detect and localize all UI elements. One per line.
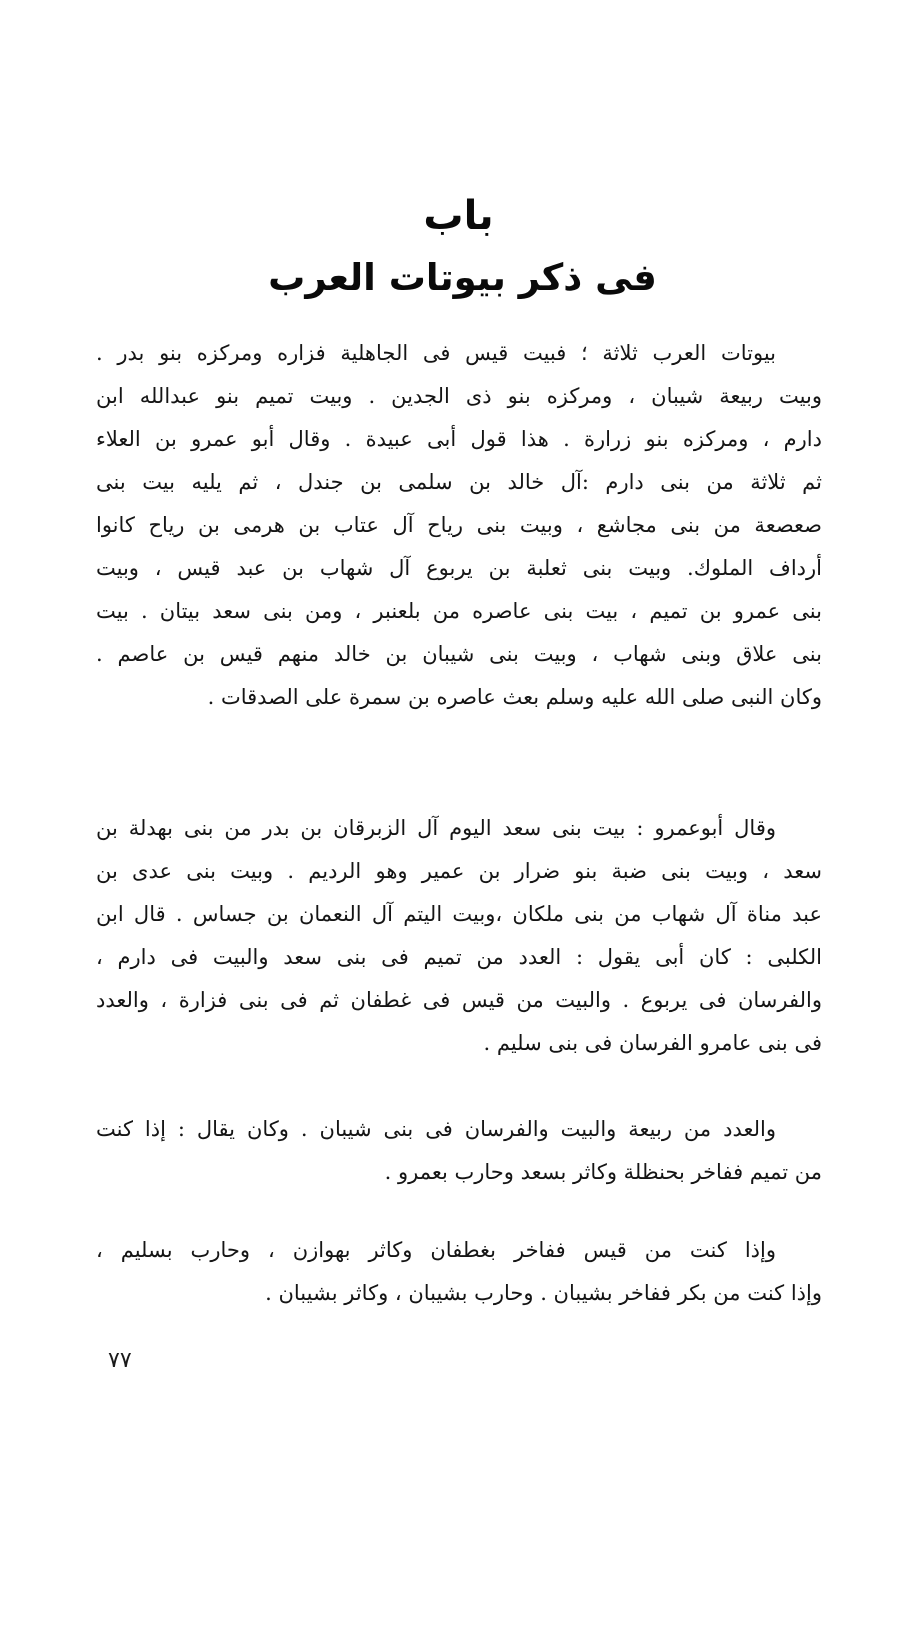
- text-line: عبد مناة آل شهاب من بنى ملكان ،وبيت اليتم آل النعمان بن جساس . قال ابن: [96, 902, 822, 926]
- text-line: والفرسان فى يربوع . والبيت من قيس فى غطفان ثم فى بنى فزارة ، والعدد: [96, 988, 822, 1012]
- text-line: بيوتات العرب ثلاثة ؛ فبيت قيس فى الجاهلية فزاره ومركزه بنو بدر .: [96, 341, 776, 365]
- text-line: فى بنى عامرو الفرسان فى بنى سليم .: [483, 1031, 822, 1055]
- chapter-subheading: فى ذكر بيوتات العرب: [268, 256, 657, 299]
- text-line: صعصعة من بنى مجاشع ، وبيت بنى رياح آل عتاب بن هرمى بن رياح كانوا: [96, 513, 822, 537]
- text-line: وإذا كنت من قيس ففاخر بغطفان وكاثر بهوازن ، وحارب بسليم ،: [96, 1238, 776, 1262]
- paragraph-4: [96, 1229, 822, 1315]
- text-line: وكان النبى صلى الله عليه وسلم بعث عاصره بن سمرة على الصدقات .: [207, 685, 822, 709]
- text-line: دارم ، ومركزه بنو زرارة . هذا قول أبى عبيدة . وقال أبو عمرو بن العلاء: [96, 427, 822, 451]
- text-line: وإذا كنت من بكر ففاخر بشيبان . وحارب بشيبان ، وكاثر بشيبان .: [265, 1281, 822, 1305]
- paragraph-2: [96, 807, 822, 1065]
- text-line: وقال أبوعمرو : بيت بنى سعد اليوم آل الزبرقان بن بدر من بنى بهدلة بن: [96, 816, 776, 840]
- text-line: سعد ، وبيت بنى ضبة بنو ضرار بن عمير وهو الرديم . وبيت بنى عدى بن: [96, 859, 822, 883]
- page-number: ٧٧: [108, 1348, 132, 1373]
- paragraph-3: [96, 1108, 822, 1194]
- text-line: أرداف الملوك. وبيت بنى ثعلبة بن يربوع آل شهاب بن عبد قيس ، وبيت: [96, 556, 822, 580]
- text-line: ثم ثلاثة من بنى دارم :آل خالد بن سلمى بن جندل ، ثم يليه بيت بنى: [96, 470, 822, 494]
- text-line: وبيت ربيعة شيبان ، ومركزه بنو ذى الجدين . وبيت تميم بنو عبدالله ابن: [96, 384, 822, 408]
- text-line: بنى علاق وبنى شهاب ، وبيت بنى شيبان بن خالد منهم قيس بن عاصم .: [96, 642, 822, 666]
- chapter-heading: باب: [423, 193, 494, 239]
- text-line: الكلبى : كان أبى يقول : العدد من تميم فى بنى سعد والبيت فى دارم ،: [96, 945, 822, 969]
- text-line: والعدد من ربيعة والبيت والفرسان فى بنى شيبان . وكان يقال : إذا كنت: [96, 1117, 776, 1141]
- text-line: من تميم ففاخر بحنظلة وكاثر بسعد وحارب بعمرو .: [384, 1160, 822, 1184]
- text-line: بنى عمرو بن تميم ، بيت بنى عاصره من بلعنبر ، ومن بنى سعد بيتان . بيت: [96, 599, 822, 623]
- paragraph-1: [96, 332, 822, 719]
